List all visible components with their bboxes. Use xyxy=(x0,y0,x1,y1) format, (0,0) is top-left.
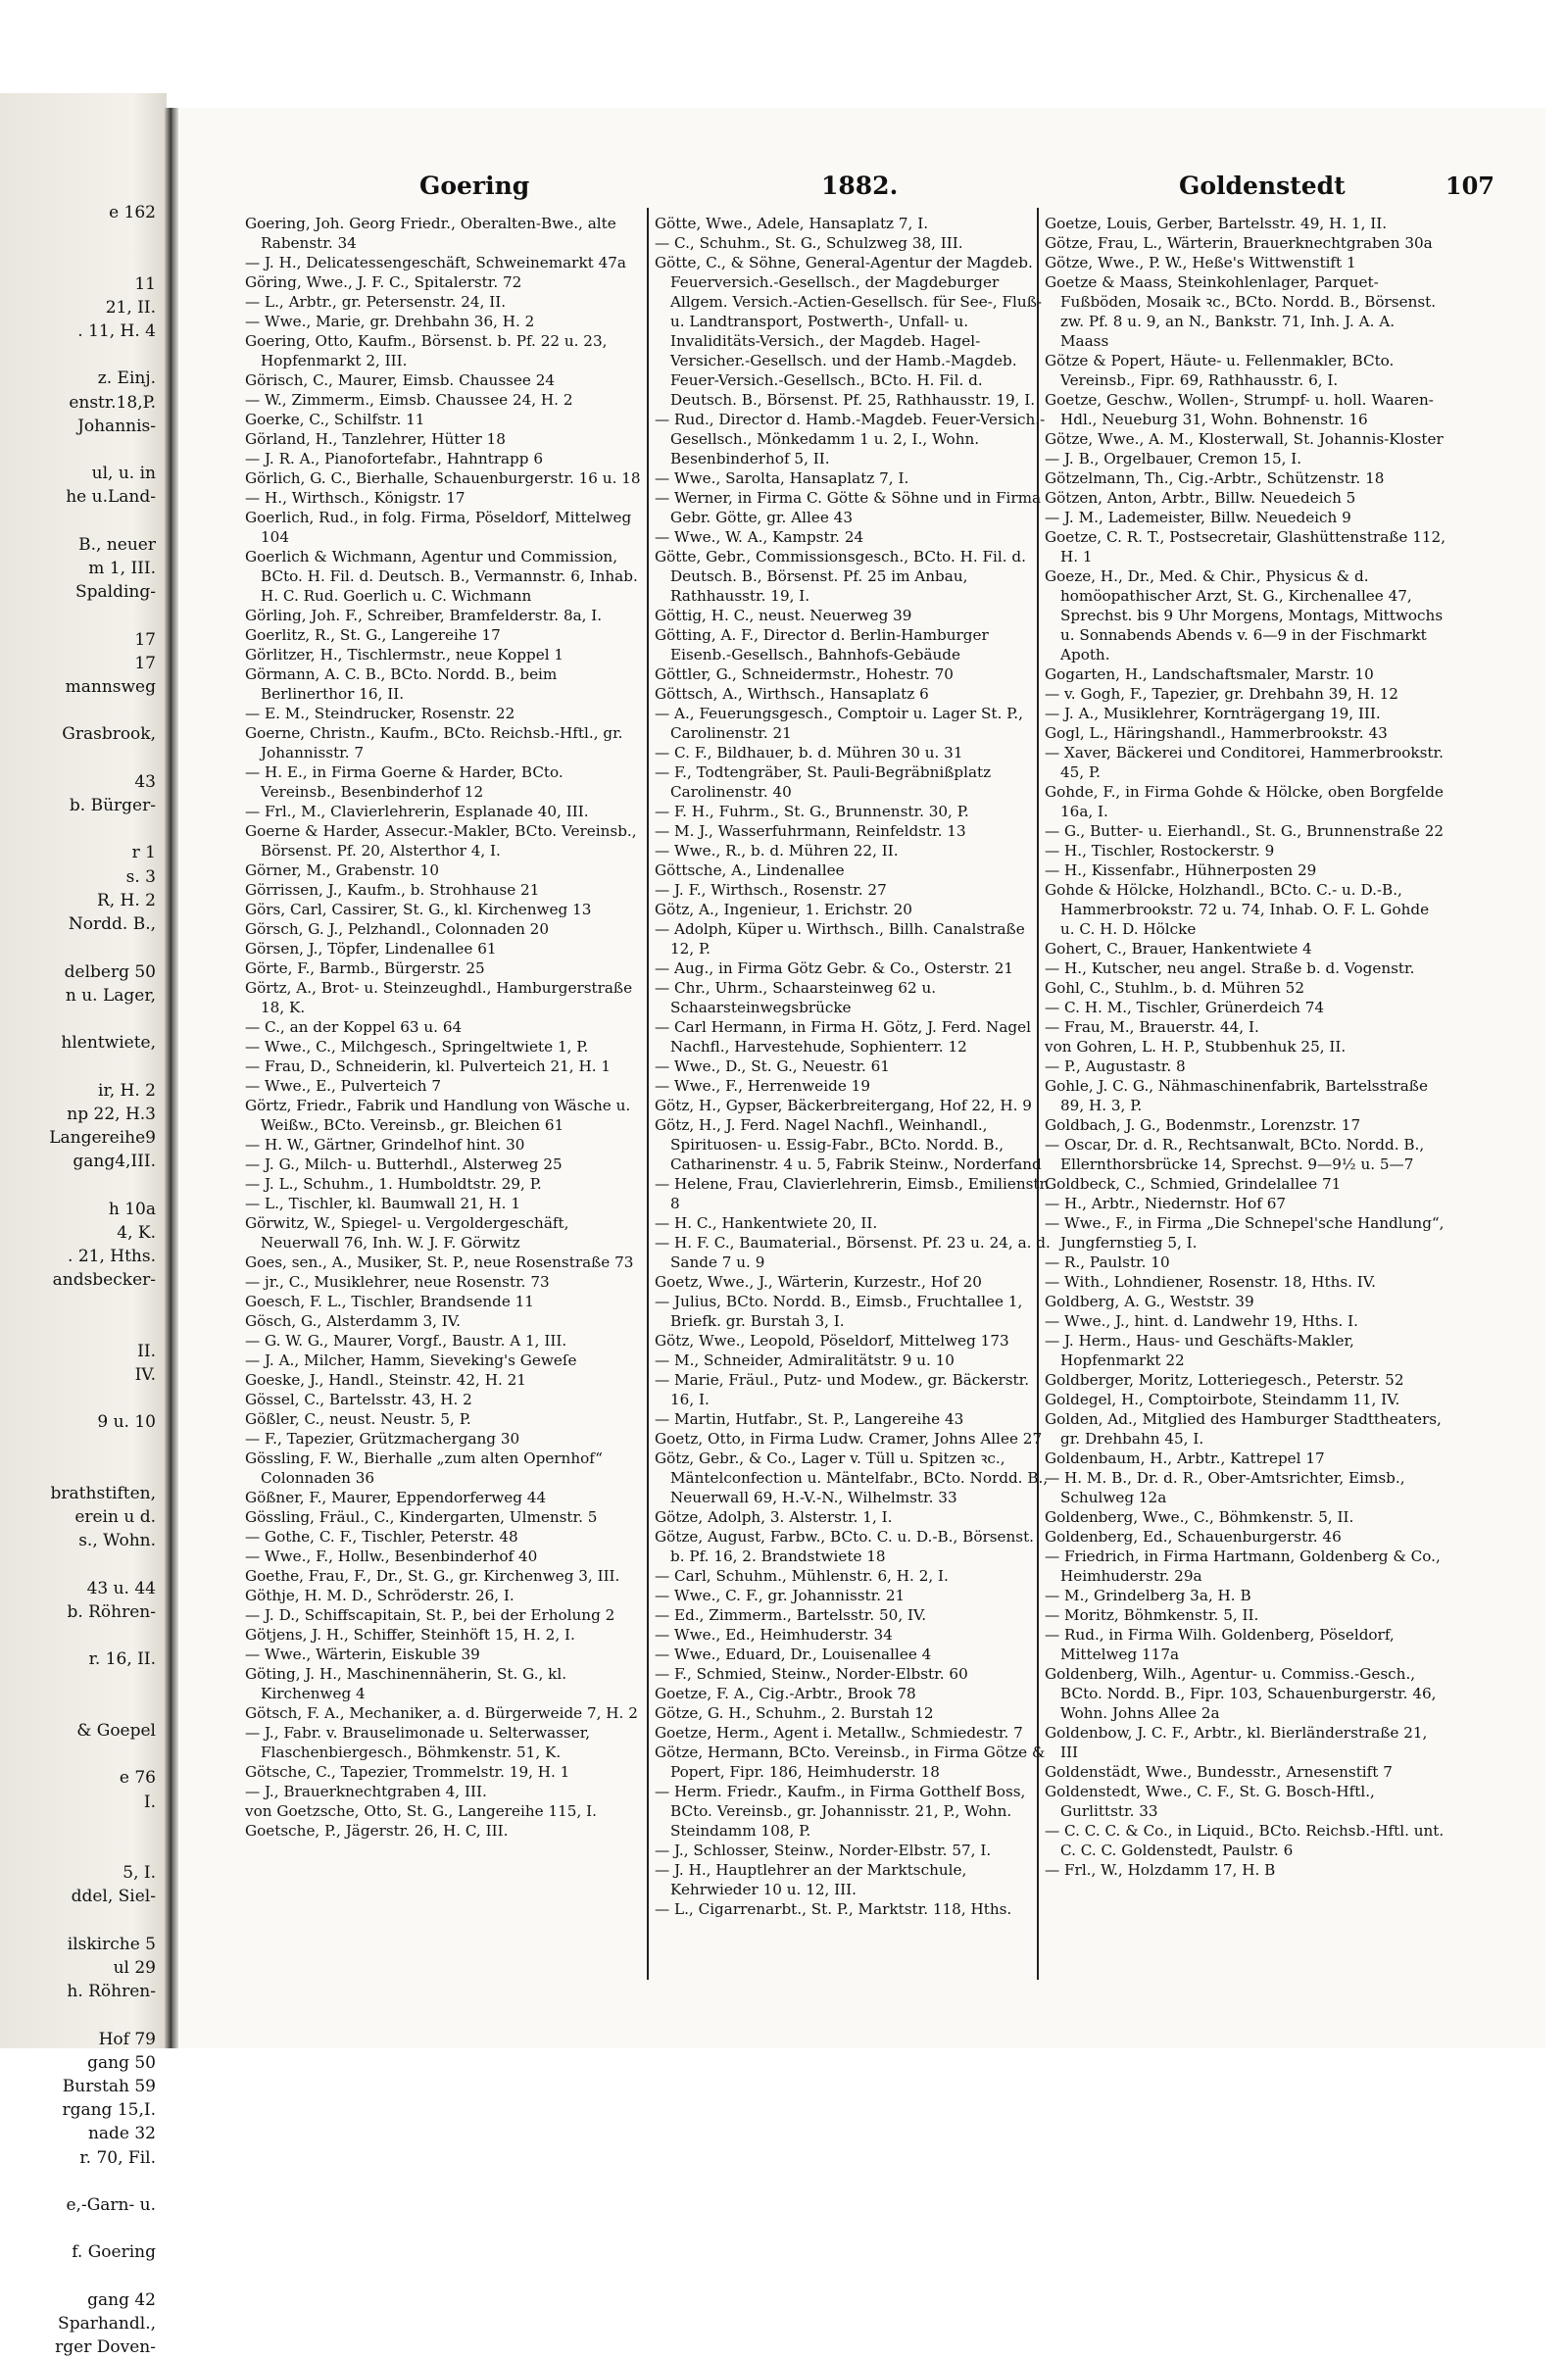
directory-entry: — v. Gogh, F., Tapezier, gr. Drehbahn 39, H. 12 xyxy=(1045,685,1398,703)
directory-entry: Goetze, C. R. T., Postsecretair, Glashüttenstraße 112, H. 1 xyxy=(1045,528,1446,565)
directory-entry: — Wwe., Sarolta, Hansaplatz 7, I. xyxy=(655,469,909,487)
fragment-line xyxy=(0,2170,162,2193)
directory-entry: Goetze & Maass, Steinkohlenlager, Parquet-Fußböden, Mosaik ꝛc., BCto. Nordd. B., Börsenst. zw. Pf. 8 u. 9, an N., Bankstr. 71, Inh. J. A. A. Maass xyxy=(1045,273,1437,350)
fragment-line: gang 50 xyxy=(87,2052,156,2073)
directory-entry: — F., Todtengräber, St. Pauli-Begräbnißplatz Carolinenstr. 40 xyxy=(655,763,992,801)
directory-entry: — F., Tapezier, Grützmachergang 30 xyxy=(245,1430,520,1448)
directory-entry: Göttsch, A., Wirthsch., Hansaplatz 6 xyxy=(655,685,929,703)
directory-entry: Görwitz, W., Spiegel- u. Vergoldergeschäft, Neuerwall 76, Inh. W. J. F. Görwitz xyxy=(245,1214,569,1252)
directory-entry: — M. J., Wasserfuhrmann, Reinfeldstr. 13 xyxy=(655,822,966,840)
directory-entry: — Wwe., Wärterin, Eiskuble 39 xyxy=(245,1646,480,1663)
directory-entry: — H. W., Gärtner, Grindelhof hint. 30 xyxy=(245,1136,525,1154)
header-year: 1882. xyxy=(821,172,899,200)
fragment-line: 43 xyxy=(134,771,156,792)
fragment-line: Grasbrook, xyxy=(62,724,156,745)
fragment-line: h 10a xyxy=(108,1199,156,1219)
directory-entry: Goldbeck, C., Schmied, Grindelallee 71 xyxy=(1045,1175,1342,1193)
fragment-line xyxy=(0,1292,162,1315)
directory-entry: Goering, Otto, Kaufm., Börsenst. b. Pf. 22 u. 23, Hopfenmarkt 2, III. xyxy=(245,332,608,369)
fragment-line xyxy=(0,1672,162,1696)
directory-entry: Gößler, C., neust. Neustr. 5, P. xyxy=(245,1410,471,1428)
directory-entry: — Frl., W., Holzdamm 17, H. B xyxy=(1045,1861,1276,1879)
fragment-line: II. xyxy=(137,1341,156,1361)
directory-entry: — H. F. C., Baumaterial., Börsenst. Pf. 23 u. 24, a. d. Sande 7 u. 9 xyxy=(655,1234,1051,1271)
directory-entry: Götze & Popert, Häute- u. Fellenmakler, BCto. Vereinsb., Fipr. 69, Rathhausstr. 6, I. xyxy=(1045,352,1395,389)
directory-entry: — C. F., Bildhauer, b. d. Mühren 30 u. 31 xyxy=(655,744,963,762)
directory-entry: — W., Zimmerm., Eimsb. Chaussee 24, H. 2 xyxy=(245,391,573,409)
fragment-line xyxy=(0,248,162,271)
directory-entry: — F. H., Fuhrm., St. G., Brunnenstr. 30, P. xyxy=(655,803,969,820)
fragment-line xyxy=(0,817,162,841)
directory-entry: Goesch, F. L., Tischler, Brandsende 11 xyxy=(245,1293,534,1310)
fragment-line: . 21, Hths. xyxy=(68,1246,156,1266)
directory-entry: — F., Schmied, Steinw., Norder-Elbstr. 60 xyxy=(655,1665,968,1683)
directory-entry: Görrissen, J., Kaufm., b. Strohhause 21 xyxy=(245,881,540,899)
fragment-line: gang4,III. xyxy=(73,1152,156,1172)
directory-entry: Goetz, Wwe., J., Wärterin, Kurzestr., Hof 20 xyxy=(655,1273,982,1291)
fragment-line: s., Wohn. xyxy=(78,1531,156,1551)
directory-entry: Goldegel, H., Comptoirbote, Steindamm 11, IV. xyxy=(1045,1391,1400,1408)
directory-entry: — C. H. M., Tischler, Grünerdeich 74 xyxy=(1045,999,1325,1016)
directory-entry: Götting, A. F., Director d. Berlin-Hamburger Eisenb.-Gesellsch., Bahnhofs-Gebäude xyxy=(655,626,989,663)
directory-entry: — Werner, in Firma C. Götte & Söhne und in Firma Gebr. Götte, gr. Allee 43 xyxy=(655,489,1042,526)
fragment-line: delberg 50 xyxy=(64,961,156,982)
directory-entry: Götz, Wwe., Leopold, Pöseldorf, Mittelweg 173 xyxy=(655,1332,1009,1350)
directory-column-1 xyxy=(245,214,642,1841)
directory-entry: Görlitzer, H., Tischlermstr., neue Koppel 1 xyxy=(245,646,564,663)
fragment-line: b. Röhren- xyxy=(67,1601,156,1622)
fragment-line: 5, I. xyxy=(122,1863,156,1884)
directory-entry: — Friedrich, in Firma Hartmann, Goldenberg & Co., Heimhuderstr. 29a xyxy=(1045,1548,1441,1585)
header-left-keyword: Goering xyxy=(419,172,530,200)
directory-entry: — Wwe., D., St. G., Neuestr. 61 xyxy=(655,1057,890,1075)
directory-entry: — J. M., Lademeister, Billw. Neuedeich 9 xyxy=(1045,509,1351,526)
directory-entry: — H., Kutscher, neu angel. Straße b. d. Vogenstr. xyxy=(1045,959,1415,977)
directory-entry: — H. E., in Firma Goerne & Harder, BCto. Vereinsb., Besenbinderhof 12 xyxy=(245,763,564,801)
directory-entry: Goldenbow, J. C. F., Arbtr., kl. Bierländerstraße 21, III xyxy=(1045,1724,1428,1761)
fragment-line: 21, II. xyxy=(105,297,156,318)
directory-entry: Görtz, Friedr., Fabrik und Handlung von Wäsche u. Weißw., BCto. Vereinsb., gr. Bleichen 61 xyxy=(245,1097,631,1134)
fragment-line: ul 29 xyxy=(113,1958,156,1979)
directory-entry: — Oscar, Dr. d. R., Rechtsanwalt, BCto. Nordd. B., Ellernthorsbrücke 14, Sprechst. 9—9½ u. 5—7 xyxy=(1045,1136,1425,1173)
fragment-line: 9 u. 10 xyxy=(97,1412,156,1433)
directory-entry: — Adolph, Küper u. Wirthsch., Billh. Canalstraße 12, P. xyxy=(655,920,1025,958)
directory-entry: Görland, H., Tanzlehrer, Hütter 18 xyxy=(245,430,506,448)
directory-entry: Götz, H., Gypser, Bäckerbreitergang, Hof 22, H. 9 xyxy=(655,1097,1032,1114)
fragment-line xyxy=(0,699,162,722)
directory-entry: Goetze, Geschw., Wollen-, Strumpf- u. holl. Waaren-Hdl., Neueburg 31, Wohn. Bohnenstr. 16 xyxy=(1045,391,1434,428)
fragment-line xyxy=(0,1458,162,1482)
directory-entry: — M., Schneider, Admiralitätstr. 9 u. 10 xyxy=(655,1352,955,1369)
directory-entry: — J. A., Milcher, Hamm, Sieveking's Geweſe xyxy=(245,1352,577,1369)
directory-entry: Götte, C., & Söhne, General-Agentur der Magdeb. Feuerversich.-Gesellsch., der Magdeburger Allgem. Versich.-Actien-Gesellsch. für See-, Fluß- u. Landtransport, Postwerth-, Unfall- u. Invaliditäts-Versich., der Magdeb. Hagel-Versicher.-Gesellsch. und der Hamb.-Magdeb. Feuer-Versich.-Gesellsch., BCto. H. Fil. d. Deutsch. B., Börsenst. Pf. 25, Rathhausstr. 19, I. xyxy=(655,254,1042,409)
directory-entry: — L., Tischler, kl. Baumwall 21, H. 1 xyxy=(245,1195,520,1212)
fragment-line: ul, u. in xyxy=(91,464,156,484)
fragment-line: s. 3 xyxy=(125,866,156,887)
directory-entry: Gössel, C., Bartelsstr. 43, H. 2 xyxy=(245,1391,472,1408)
directory-entry: Goering, Joh. Georg Friedr., Oberalten-Bwe., alte Rabenstr. 34 xyxy=(245,215,616,252)
directory-entry: Goldenstedt, Wwe., C. F., St. G. Bosch-Hftl., Gurlittstr. 33 xyxy=(1045,1783,1375,1820)
directory-entry: — J. G., Milch- u. Butterhdl., Alsterweg 25 xyxy=(245,1155,563,1173)
directory-entry: — Wwe., C. F., gr. Johannisstr. 21 xyxy=(655,1587,906,1604)
directory-entry: — C., Schuhm., St. G., Schulzweg 38, III. xyxy=(655,234,963,252)
directory-entry: Goerke, C., Schilfstr. 11 xyxy=(245,411,425,428)
fragment-line: r. 16, II. xyxy=(88,1649,156,1670)
directory-entry: — J. L., Schuhm., 1. Humboldtstr. 29, P. xyxy=(245,1175,542,1193)
directory-entry: — Julius, BCto. Nordd. B., Eimsb., Fruchtallee 1, Briefk. gr. Burstah 3, I. xyxy=(655,1293,1023,1330)
directory-entry: Göthje, H. M. D., Schröderstr. 26, I. xyxy=(245,1587,514,1604)
directory-entry: — Martin, Hutfabr., St. P., Langereihe 43 xyxy=(655,1410,964,1428)
directory-entry: — Rud., Director d. Hamb.-Magdeb. Feuer-Versich.-Gesellsch., Mönkedamm 1 u. 2, I., Wohn. Besenbinderhof 5, II. xyxy=(655,411,1046,467)
column-divider xyxy=(647,208,649,1980)
fragment-line: erein u d. xyxy=(74,1507,156,1528)
directory-entry: Göring, Wwe., J. F. C., Spitalerstr. 72 xyxy=(245,273,522,291)
fragment-line: Johannis- xyxy=(77,416,156,436)
directory-entry: — J. F., Wirthsch., Rosenstr. 27 xyxy=(655,881,887,899)
directory-entry: Göttsche, A., Lindenallee xyxy=(655,861,845,879)
book-gutter xyxy=(165,108,178,2048)
fragment-line xyxy=(0,1743,162,1766)
directory-entry: Goldenberg, Wwe., C., Böhmkenstr. 5, II. xyxy=(1045,1508,1354,1526)
directory-entry: — Frl., M., Clavierlehrerin, Esplanade 40, III. xyxy=(245,803,589,820)
directory-entry: Golden, Ad., Mitglied des Hamburger Stadttheaters, gr. Drehbahn 45, I. xyxy=(1045,1410,1442,1448)
fragment-line xyxy=(0,1007,162,1031)
directory-entry: Gogarten, H., Landschaftsmaler, Marstr. 10 xyxy=(1045,665,1374,683)
directory-entry: Goeze, H., Dr., Med. & Chir., Physicus & d. homöopathischer Arzt, St. G., Kirchenallee 47, Sprechst. bis 9 Uhr Morgens, Montags, Mittwochs u. Sonnabends Abends v. 6—9 in der Fischmarkt Apoth. xyxy=(1045,567,1444,663)
directory-entry: Görsch, G. J., Pelzhandl., Colonnaden 20 xyxy=(245,920,549,938)
directory-entry: — Wwe., W. A., Kampstr. 24 xyxy=(655,528,864,546)
directory-entry: Gohert, C., Brauer, Hankentwiete 4 xyxy=(1045,940,1312,958)
previous-page-fragment xyxy=(0,201,162,2359)
directory-entry: — J. A., Musiklehrer, Kornträgergang 19, III. xyxy=(1045,705,1381,722)
fragment-line: Nordd. B., xyxy=(68,914,156,935)
fragment-line: 4, K. xyxy=(117,1222,156,1243)
directory-entry: Götze, August, Farbw., BCto. C. u. D.-B., Börsenst. b. Pf. 16, 2. Brandstwiete 18 xyxy=(655,1528,1035,1565)
directory-entry: Götzen, Anton, Arbtr., Billw. Neuedeich 5 xyxy=(1045,489,1356,507)
directory-entry: Gohde & Hölcke, Holzhandl., BCto. C.- u. D.-B., Hammerbrookstr. 72 u. 74, Inhab. O. F. L. Gohde u. C. H. D. Hölcke xyxy=(1045,881,1430,938)
fragment-line: e 76 xyxy=(119,1768,156,1789)
directory-entry: von Goetzsche, Otto, St. G., Langereihe 115, I. xyxy=(245,1802,597,1820)
directory-entry: — Wwe., Eduard, Dr., Louisenallee 4 xyxy=(655,1646,932,1663)
directory-entry: — J., Brauerknechtgraben 4, III. xyxy=(245,1783,487,1800)
directory-entry: Götz, A., Ingenieur, 1. Erichstr. 20 xyxy=(655,901,912,918)
fragment-line xyxy=(0,747,162,770)
fragment-line: 17 xyxy=(134,653,156,673)
directory-entry: — Wwe., Marie, gr. Drehbahn 36, H. 2 xyxy=(245,313,535,330)
directory-entry: Götte, Wwe., Adele, Hansaplatz 7, I. xyxy=(655,215,929,232)
directory-entry: Götze, Adolph, 3. Alsterstr. 1, I. xyxy=(655,1508,893,1526)
directory-entry: Görner, M., Grabenstr. 10 xyxy=(245,861,439,879)
directory-entry: Goetz, Otto, in Firma Ludw. Cramer, Johns Allee 27 xyxy=(655,1430,1043,1448)
directory-entry: Görte, F., Barmb., Bürgerstr. 25 xyxy=(245,959,485,977)
directory-entry: Goerlitz, R., St. G., Langereihe 17 xyxy=(245,626,501,644)
directory-entry: Götze, Wwe., P. W., Heße's Wittwenstift 1 xyxy=(1045,254,1356,271)
directory-entry: Goldenstädt, Wwe., Bundesstr., Arnesenstift 7 xyxy=(1045,1763,1393,1781)
fragment-line: Langereihe9 xyxy=(49,1127,156,1148)
directory-entry: Goes, sen., A., Musiker, St. P., neue Rosenstraße 73 xyxy=(245,1253,634,1271)
fragment-line: Sparhandl., xyxy=(58,2314,156,2334)
directory-entry: Goldenbaum, H., Arbtr., Kattrepel 17 xyxy=(1045,1450,1325,1467)
fragment-line xyxy=(0,2217,162,2240)
directory-entry: Göting, J. H., Maschinennäherin, St. G., kl. Kirchenweg 4 xyxy=(245,1665,567,1702)
directory-entry: Görmann, A. C. B., BCto. Nordd. B., beim Berlinerthor 16, II. xyxy=(245,665,558,703)
fragment-line xyxy=(0,1553,162,1577)
directory-entry: — Ed., Zimmerm., Bartelsstr. 50, IV. xyxy=(655,1606,927,1624)
fragment-line: 43 u. 44 xyxy=(86,1578,156,1598)
fragment-line xyxy=(0,343,162,367)
directory-entry: Görling, Joh. F., Schreiber, Bramfelderstr. 8a, I. xyxy=(245,607,603,624)
directory-entry: Goerlich & Wichmann, Agentur und Commission, BCto. H. Fil. d. Deutsch. B., Vermannstr. 6, Inhab. H. C. Rud. Goerlich u. C. Wichmann xyxy=(245,548,638,605)
fragment-line xyxy=(0,1624,162,1647)
directory-entry: — Wwe., F., Herrenweide 19 xyxy=(655,1077,870,1095)
fragment-line xyxy=(0,510,162,533)
directory-entry: — Chr., Uhrm., Schaarsteinweg 62 u. Schaarsteinwegsbrücke xyxy=(655,979,937,1016)
directory-entry: — Wwe., Ed., Heimhuderstr. 34 xyxy=(655,1626,893,1644)
directory-entry: — J. R. A., Pianofortefabr., Hahntrapp 6 xyxy=(245,450,543,467)
directory-entry: Götze, Frau, L., Wärterin, Brauerknechtgraben 30a xyxy=(1045,234,1433,252)
directory-entry: — Xaver, Bäckerei und Conditorei, Hammerbrookstr. 45, P. xyxy=(1045,744,1444,781)
directory-entry: — Gothe, C. F., Tischler, Peterstr. 48 xyxy=(245,1528,518,1546)
fragment-line xyxy=(0,2003,162,2027)
directory-entry: — L., Cigarrenarbt., St. P., Marktstr. 118, Hths. xyxy=(655,1900,1012,1918)
fragment-line xyxy=(0,224,162,248)
directory-entry: — Wwe., E., Pulverteich 7 xyxy=(245,1077,442,1095)
directory-entry: — With., Lohndiener, Rosenstr. 18, Hths. IV. xyxy=(1045,1273,1376,1291)
directory-entry: Gohl, C., Stuhlm., b. d. Mühren 52 xyxy=(1045,979,1304,997)
directory-entry: — J., Schlosser, Steinw., Norder-Elbstr. 57, I. xyxy=(655,1842,992,1859)
directory-entry: — Rud., in Firma Wilh. Goldenberg, Pöseldorf, Mittelweg 117a xyxy=(1045,1626,1395,1663)
directory-entry: — Herm. Friedr., Kaufm., in Firma Gotthelf Boss, BCto. Vereinsb., gr. Johannisstr. 21, P., Wohn. Steindamm 108, P. xyxy=(655,1783,1026,1840)
fragment-line: m 1, III. xyxy=(88,559,156,579)
directory-entry: von Gohren, L. H. P., Stubbenhuk 25, II. xyxy=(1045,1038,1347,1056)
directory-entry: Götzelmann, Th., Cig.-Arbtr., Schützenstr. 18 xyxy=(1045,469,1385,487)
directory-entry: — H., Wirthsch., Königstr. 17 xyxy=(245,489,466,507)
directory-entry: Görsen, J., Töpfer, Lindenallee 61 xyxy=(245,940,497,958)
directory-entry: Gohde, F., in Firma Gohde & Hölcke, oben Borgfelde 16a, I. xyxy=(1045,783,1444,820)
fragment-line: IV. xyxy=(134,1364,156,1385)
directory-entry: Görlich, G. C., Bierhalle, Schauenburgerstr. 16 u. 18 xyxy=(245,469,641,487)
directory-entry: — Carl Hermann, in Firma H. Götz, J. Ferd. Nagel Nachfl., Harvestehude, Sophienterr. 12 xyxy=(655,1018,1031,1056)
directory-entry: Gössling, F. W., Bierhalle „zum alten Opernhof“ Colonnaden 36 xyxy=(245,1450,603,1487)
fragment-line: 17 xyxy=(134,629,156,650)
directory-entry: Göttler, G., Schneidermstr., Hohestr. 70 xyxy=(655,665,954,683)
directory-entry: Goerlich, Rud., in folg. Firma, Pöseldorf, Mittelweg 104 xyxy=(245,509,632,546)
fragment-line: ddel, Siel- xyxy=(71,1887,156,1907)
fragment-line: e,-Garn- u. xyxy=(66,2195,156,2216)
directory-entry: — G., Butter- u. Eierhandl., St. G., Brunnenstraße 22 xyxy=(1045,822,1445,840)
fragment-line: Hof 79 xyxy=(98,2029,156,2049)
fragment-line: e 162 xyxy=(109,203,156,222)
directory-entry: — Helene, Frau, Clavierlehrerin, Eimsb., Emilienstr. 8 xyxy=(655,1175,1050,1212)
directory-entry: — Frau, D., Schneiderin, kl. Pulverteich 21, H. 1 xyxy=(245,1057,612,1075)
fragment-line xyxy=(0,1055,162,1078)
directory-column-2 xyxy=(655,214,1052,1919)
directory-entry: Goldenberg, Ed., Schauenburgerstr. 46 xyxy=(1045,1528,1342,1546)
fragment-line: I. xyxy=(143,1792,156,1812)
directory-entry: Goetze, Herm., Agent i. Metallw., Schmiedestr. 7 xyxy=(655,1724,1023,1742)
fragment-line: rgang 15,I. xyxy=(62,2100,156,2121)
directory-entry: Goldberger, Moritz, Lotteriegesch., Peterstr. 52 xyxy=(1045,1371,1404,1389)
fragment-line xyxy=(0,1435,162,1458)
fragment-line: & Goepel xyxy=(76,1721,156,1741)
fragment-line xyxy=(0,1316,162,1340)
directory-entry: Goetze, F. A., Cig.-Arbtr., Brook 78 xyxy=(655,1685,916,1702)
directory-entry: — J. B., Orgelbauer, Cremon 15, I. xyxy=(1045,450,1302,467)
directory-entry: Goethe, Frau, F., Dr., St. G., gr. Kirchenweg 3, III. xyxy=(245,1567,620,1585)
directory-entry: — H. C., Hankentwiete 20, II. xyxy=(655,1214,878,1232)
fragment-line: enstr.18,P. xyxy=(69,392,156,413)
fragment-line: n u. Lager, xyxy=(65,985,156,1006)
directory-entry: Götsch, F. A., Mechaniker, a. d. Bürgerweide 7, H. 2 xyxy=(245,1704,638,1722)
directory-entry: — H., Kissenfabr., Hühnerposten 29 xyxy=(1045,861,1317,879)
directory-entry: Görtz, A., Brot- u. Steinzeughdl., Hamburgerstraße 18, K. xyxy=(245,979,633,1016)
fragment-line: 11 xyxy=(134,273,156,294)
fragment-line: Spalding- xyxy=(75,582,156,603)
fragment-line xyxy=(0,2265,162,2288)
directory-entry: Gohle, J. C. G., Nähmaschinenfabrik, Bartelsstraße 89, H. 3, P. xyxy=(1045,1077,1428,1114)
fragment-line: h. Röhren- xyxy=(67,1982,156,2002)
fragment-line: b. Bürger- xyxy=(69,796,156,816)
directory-entry: Gößner, F., Maurer, Eppendorferweg 44 xyxy=(245,1489,547,1506)
fragment-line xyxy=(0,1838,162,1861)
fragment-line: f. Goering xyxy=(72,2242,156,2263)
fragment-line xyxy=(0,1387,162,1410)
directory-entry: — C., an der Koppel 63 u. 64 xyxy=(245,1018,463,1036)
fragment-line xyxy=(0,1814,162,1838)
fragment-line: r 1 xyxy=(131,843,156,863)
fragment-line xyxy=(0,1909,162,1933)
fragment-line: r. 70, Fil. xyxy=(79,2147,156,2168)
fragment-line: hlentwiete, xyxy=(61,1033,156,1054)
directory-entry: — J. H., Delicatessengeschäft, Schweinemarkt 47a xyxy=(245,254,626,271)
fragment-line: gang 42 xyxy=(87,2289,156,2310)
fragment-line: ilskirche 5 xyxy=(67,1934,156,1954)
directory-entry: Götsche, C., Tapezier, Trommelstr. 19, H. 1 xyxy=(245,1763,570,1781)
directory-entry: Gösch, G., Alsterdamm 3, IV. xyxy=(245,1312,461,1330)
directory-entry: Götze, Hermann, BCto. Vereinsb., in Firma Götze & Popert, Fipr. 186, Heimhuderstr. 18 xyxy=(655,1744,1046,1781)
directory-entry: Götze, Wwe., A. M., Klosterwall, St. Johannis-Kloster xyxy=(1045,430,1444,448)
directory-entry: — L., Arbtr., gr. Petersenstr. 24, II. xyxy=(245,293,507,311)
directory-entry: — Aug., in Firma Götz Gebr. & Co., Osterstr. 21 xyxy=(655,959,1014,977)
fragment-line: Burstah 59 xyxy=(62,2077,156,2097)
directory-entry: Götte, Gebr., Commissionsgesch., BCto. H. Fil. d. Deutsch. B., Börsenst. Pf. 25 im Anbau, Rathhausstr. 19, I. xyxy=(655,548,1026,605)
directory-entry: — Carl, Schuhm., Mühlenstr. 6, H. 2, I. xyxy=(655,1567,949,1585)
directory-entry: Goerne, Christn., Kaufm., BCto. Reichsb.-Hftl., gr. Johannisstr. 7 xyxy=(245,724,623,762)
directory-entry: Gogl, L., Häringshandl., Hammerbrookstr. 43 xyxy=(1045,724,1388,742)
directory-entry: — H. M. B., Dr. d. R., Ober-Amtsrichter, Eimsb., Schulweg 12a xyxy=(1045,1469,1405,1506)
directory-entry: — C. C. C. & Co., in Liquid., BCto. Reichsb.-Hftl. unt. C. C. C. Goldenstedt, Paulstr. 6 xyxy=(1045,1822,1445,1859)
directory-entry: — Wwe., C., Milchgesch., Springeltwiete 1, P. xyxy=(245,1038,589,1056)
directory-entry: — Wwe., F., in Firma „Die Schnepel'sche Handlung“, Jungfernstieg 5, I. xyxy=(1045,1214,1445,1252)
fragment-line: andsbecker- xyxy=(52,1270,156,1291)
directory-entry: — H., Arbtr., Niedernstr. Hof 67 xyxy=(1045,1195,1287,1212)
directory-entry: — J. H., Hauptlehrer an der Marktschule, Kehrwieder 10 u. 12, III. xyxy=(655,1861,967,1898)
directory-entry: — Wwe., J., hint. d. Landwehr 19, Hths. I. xyxy=(1045,1312,1358,1330)
fragment-line: R, H. 2 xyxy=(96,890,156,910)
directory-entry: — jr., C., Musiklehrer, neue Rosenstr. 73 xyxy=(245,1273,550,1291)
directory-entry: — Frau, M., Brauerstr. 44, I. xyxy=(1045,1018,1259,1036)
fragment-line: np 22, H.3 xyxy=(67,1104,156,1124)
directory-entry: — R., Paulstr. 10 xyxy=(1045,1253,1170,1271)
directory-entry: Götze, G. H., Schuhm., 2. Burstah 12 xyxy=(655,1704,934,1722)
directory-entry: Götz, H., J. Ferd. Nagel Nachfl., Weinhandl., Spirituosen- u. Essig-Fabr., BCto. Nordd. B., Catharinenstr. 4 u. 5, Fabrik Steinw., Norderfand xyxy=(655,1116,1042,1173)
directory-entry: — H., Tischler, Rostockerstr. 9 xyxy=(1045,842,1275,860)
fragment-line xyxy=(0,604,162,627)
fragment-line: ir, H. 2 xyxy=(98,1080,156,1101)
fragment-line xyxy=(0,936,162,959)
directory-entry: Goeske, J., Handl., Steinstr. 42, H. 21 xyxy=(245,1371,526,1389)
header-right-keyword: Goldenstedt xyxy=(1179,172,1346,200)
directory-entry: — Wwe., R., b. d. Mühren 22, II. xyxy=(655,842,899,860)
directory-entry: — Marie, Fräul., Putz- und Modew., gr. Bäckerstr. 16, I. xyxy=(655,1371,1030,1408)
directory-entry: — A., Feuerungsgesch., Comptoir u. Lager St. P., Carolinenstr. 21 xyxy=(655,705,1023,742)
fragment-line: z. Einj. xyxy=(97,369,156,389)
page-number: 107 xyxy=(1445,172,1494,200)
fragment-line: nade 32 xyxy=(87,2124,156,2144)
fragment-line: brathstiften, xyxy=(50,1483,156,1503)
fragment-line: B., neuer xyxy=(78,534,156,555)
directory-entry: — Moritz, Böhmkenstr. 5, II. xyxy=(1045,1606,1259,1624)
directory-entry: Görs, Carl, Cassirer, St. G., kl. Kirchenweg 13 xyxy=(245,901,592,918)
fragment-line: he u.Land- xyxy=(66,487,156,508)
directory-entry: — E. M., Steindrucker, Rosenstr. 22 xyxy=(245,705,515,722)
directory-entry: — J., Fabr. v. Brauselimonade u. Selterwasser, Flaschenbiergesch., Böhmkenstr. 51, K. xyxy=(245,1724,591,1761)
directory-entry: Gössling, Fräul., C., Kindergarten, Ulmenstr. 5 xyxy=(245,1508,598,1526)
directory-entry: Goetze, Louis, Gerber, Bartelsstr. 49, H. 1, II. xyxy=(1045,215,1388,232)
fragment-line: . 11, H. 4 xyxy=(77,321,156,342)
directory-entry: — J. Herm., Haus- und Geschäfts-Makler, Hopfenmarkt 22 xyxy=(1045,1332,1354,1369)
fragment-line: mannsweg xyxy=(65,677,156,698)
directory-entry: — P., Augustastr. 8 xyxy=(1045,1057,1186,1075)
directory-entry: — J. D., Schiffscapitain, St. P., bei der Erholung 2 xyxy=(245,1606,615,1624)
directory-entry: Goldenberg, Wilh., Agentur- u. Commiss.-Gesch., BCto. Nordd. B., Fipr. 103, Schauenburgerstr. 46, Wohn. Johns Allee 2a xyxy=(1045,1665,1437,1722)
directory-entry: Göttig, H. C., neust. Neuerweg 39 xyxy=(655,607,912,624)
directory-entry: — M., Grindelberg 3a, H. B xyxy=(1045,1587,1251,1604)
fragment-line xyxy=(0,1696,162,1719)
directory-entry: Goetsche, P., Jägerstr. 26, H. C, III. xyxy=(245,1822,509,1840)
directory-entry: — Wwe., F., Hollw., Besenbinderhof 40 xyxy=(245,1548,538,1565)
directory-entry: Goldbach, J. G., Bodenmstr., Lorenzstr. 17 xyxy=(1045,1116,1361,1134)
fragment-line: rger Doven- xyxy=(55,2337,156,2358)
directory-entry: Götjens, J. H., Schiffer, Steinhöft 15, H. 2, I. xyxy=(245,1626,575,1644)
directory-entry: Görisch, C., Maurer, Eimsb. Chaussee 24 xyxy=(245,371,556,389)
fragment-line xyxy=(0,438,162,462)
directory-entry: Götz, Gebr., & Co., Lager v. Tüll u. Spitzen ꝛc., Mäntelconfection u. Mäntelfabr., BCto. Nordd. B., Neuerwall 69, H.-V.-N., Wilhelmstr. 33 xyxy=(655,1450,1049,1506)
directory-entry: Goerne & Harder, Assecur.-Makler, BCto. Vereinsb., Börsenst. Pf. 20, Alsterthor 4, I. xyxy=(245,822,637,860)
directory-entry: Goldberg, A. G., Weststr. 39 xyxy=(1045,1293,1254,1310)
fragment-line xyxy=(0,1173,162,1197)
page-header xyxy=(243,172,1494,211)
directory-entry: — G. W. G., Maurer, Vorgf., Baustr. A 1, III. xyxy=(245,1332,567,1350)
directory-column-3 xyxy=(1045,214,1446,1880)
